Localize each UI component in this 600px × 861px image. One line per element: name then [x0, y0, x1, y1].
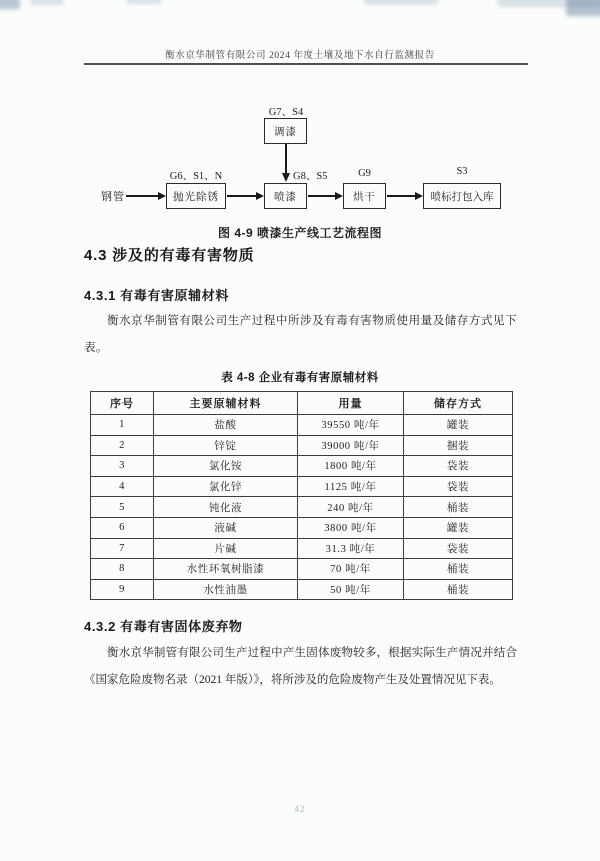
- scan-artifact: [0, 0, 20, 9]
- table-cell: 袋装: [404, 476, 513, 497]
- flow-arrow-icon: [387, 195, 421, 197]
- table-cell: 片碱: [154, 538, 298, 559]
- table-row: [91, 559, 513, 580]
- table-cell: 39550 吨/年: [298, 415, 404, 436]
- process-flowchart: [0, 95, 600, 225]
- flow-box-drying: 烘干: [343, 183, 386, 209]
- scan-artifact: [566, 0, 600, 16]
- table-row: [91, 538, 513, 559]
- table-cell: 罐装: [404, 517, 513, 538]
- flow-box-label-pack-store: 喷标打包入库: [423, 183, 501, 209]
- scan-artifact: [30, 0, 64, 5]
- table-cell: 50 吨/年: [298, 579, 404, 600]
- table-title: 表 4-8 企业有毒有害原辅材料: [221, 372, 379, 384]
- header-rule: [84, 63, 528, 65]
- flow-code-g8-s5: G8、S5: [293, 171, 328, 182]
- flow-arrow-icon: [308, 195, 341, 197]
- paragraph-4-3-2: 衡水京华制管有限公司生产过程中产生固体废物较多，根据实际生产情况并结合《国家危险废物名录（2021 年版）》，将所涉及的危险废物产生及处置情况见下表。: [84, 647, 517, 686]
- table-cell: 8: [91, 559, 154, 580]
- table-cell: 7: [91, 538, 154, 559]
- table-row: [91, 517, 513, 538]
- flow-box-spray-paint: 喷漆: [264, 183, 307, 209]
- flow-code-s3: S3: [456, 166, 468, 177]
- table-cell: 氯化锌: [154, 476, 298, 497]
- table-cell: 70 吨/年: [298, 559, 404, 580]
- table-row: [91, 476, 513, 497]
- flow-arrow-icon: [227, 195, 262, 197]
- section-heading-4-3: 4.3 涉及的有毒有害物质: [84, 247, 255, 264]
- table-row: [91, 579, 513, 600]
- section-heading-4-3-2: 4.3.2 有毒有害固体废弃物: [84, 619, 243, 634]
- table-header-cell: 序号: [91, 392, 154, 415]
- table-row: [91, 456, 513, 477]
- scan-artifact: [364, 0, 438, 5]
- table-cell: 3: [91, 456, 154, 477]
- table-cell: 氯化铵: [154, 456, 298, 477]
- table-cell: 锌锭: [154, 435, 298, 456]
- table-header-cell: 主要原辅材料: [154, 392, 298, 415]
- table-row: [91, 497, 513, 518]
- flow-arrow-down-icon: [285, 144, 287, 180]
- scan-artifact: [126, 0, 162, 4]
- table-cell: 钝化液: [154, 497, 298, 518]
- table-cell: 3800 吨/年: [298, 517, 404, 538]
- table-header-cell: 储存方式: [404, 392, 513, 415]
- table-cell: 液碱: [154, 517, 298, 538]
- page-header-title: 衡水京华制管有限公司 2024 年度土壤及地下水自行监测报告: [165, 51, 435, 61]
- figure-caption: 图 4-9 喷漆生产线工艺流程图: [217, 226, 382, 240]
- flow-box-paint-mixing: 调漆: [264, 118, 307, 144]
- flow-box-polish-derust: 抛光除锈: [166, 183, 226, 209]
- table-cell: 6: [91, 517, 154, 538]
- table-row: [91, 415, 513, 436]
- table-cell: 5: [91, 497, 154, 518]
- table-cell: 1800 吨/年: [298, 456, 404, 477]
- flow-code-g7-s4: G7、S4: [268, 107, 304, 118]
- table-cell: 水性油墨: [154, 579, 298, 600]
- table-cell: 240 吨/年: [298, 497, 404, 518]
- table-cell: 9: [91, 579, 154, 600]
- table-cell: 1: [91, 415, 154, 436]
- page-number: 42: [294, 804, 306, 814]
- table-cell: 袋装: [404, 538, 513, 559]
- table-cell: 39000 吨/年: [298, 435, 404, 456]
- flow-input-steel-pipe: 钢管: [101, 191, 125, 203]
- table-cell: 桶装: [404, 559, 513, 580]
- table-cell: 水性环氧树脂漆: [154, 559, 298, 580]
- table-row: [91, 435, 513, 456]
- materials-table: [90, 391, 513, 600]
- table-cell: 桶装: [404, 579, 513, 600]
- table-cell: 袋装: [404, 456, 513, 477]
- section-heading-4-3-1: 4.3.1 有毒有害原辅材料: [84, 288, 229, 303]
- table-cell: 1125 吨/年: [298, 476, 404, 497]
- table-cell: 4: [91, 476, 154, 497]
- flow-code-g9: G9: [358, 168, 371, 179]
- table-header-row: [91, 392, 513, 415]
- flow-arrow-icon: [126, 195, 164, 197]
- flow-code-g6-s1-n: G6、S1、N: [169, 171, 223, 182]
- table-cell: 桶装: [404, 497, 513, 518]
- paragraph-4-3-1: 衡水京华制管有限公司生产过程中所涉及有毒有害物质使用量及储存方式见下表。: [84, 315, 517, 354]
- table-cell: 2: [91, 435, 154, 456]
- table-cell: 盐酸: [154, 415, 298, 436]
- table-header-cell: 用量: [298, 392, 404, 415]
- table-cell: 罐装: [404, 415, 513, 436]
- table-cell: 捆装: [404, 435, 513, 456]
- table-cell: 31.3 吨/年: [298, 538, 404, 559]
